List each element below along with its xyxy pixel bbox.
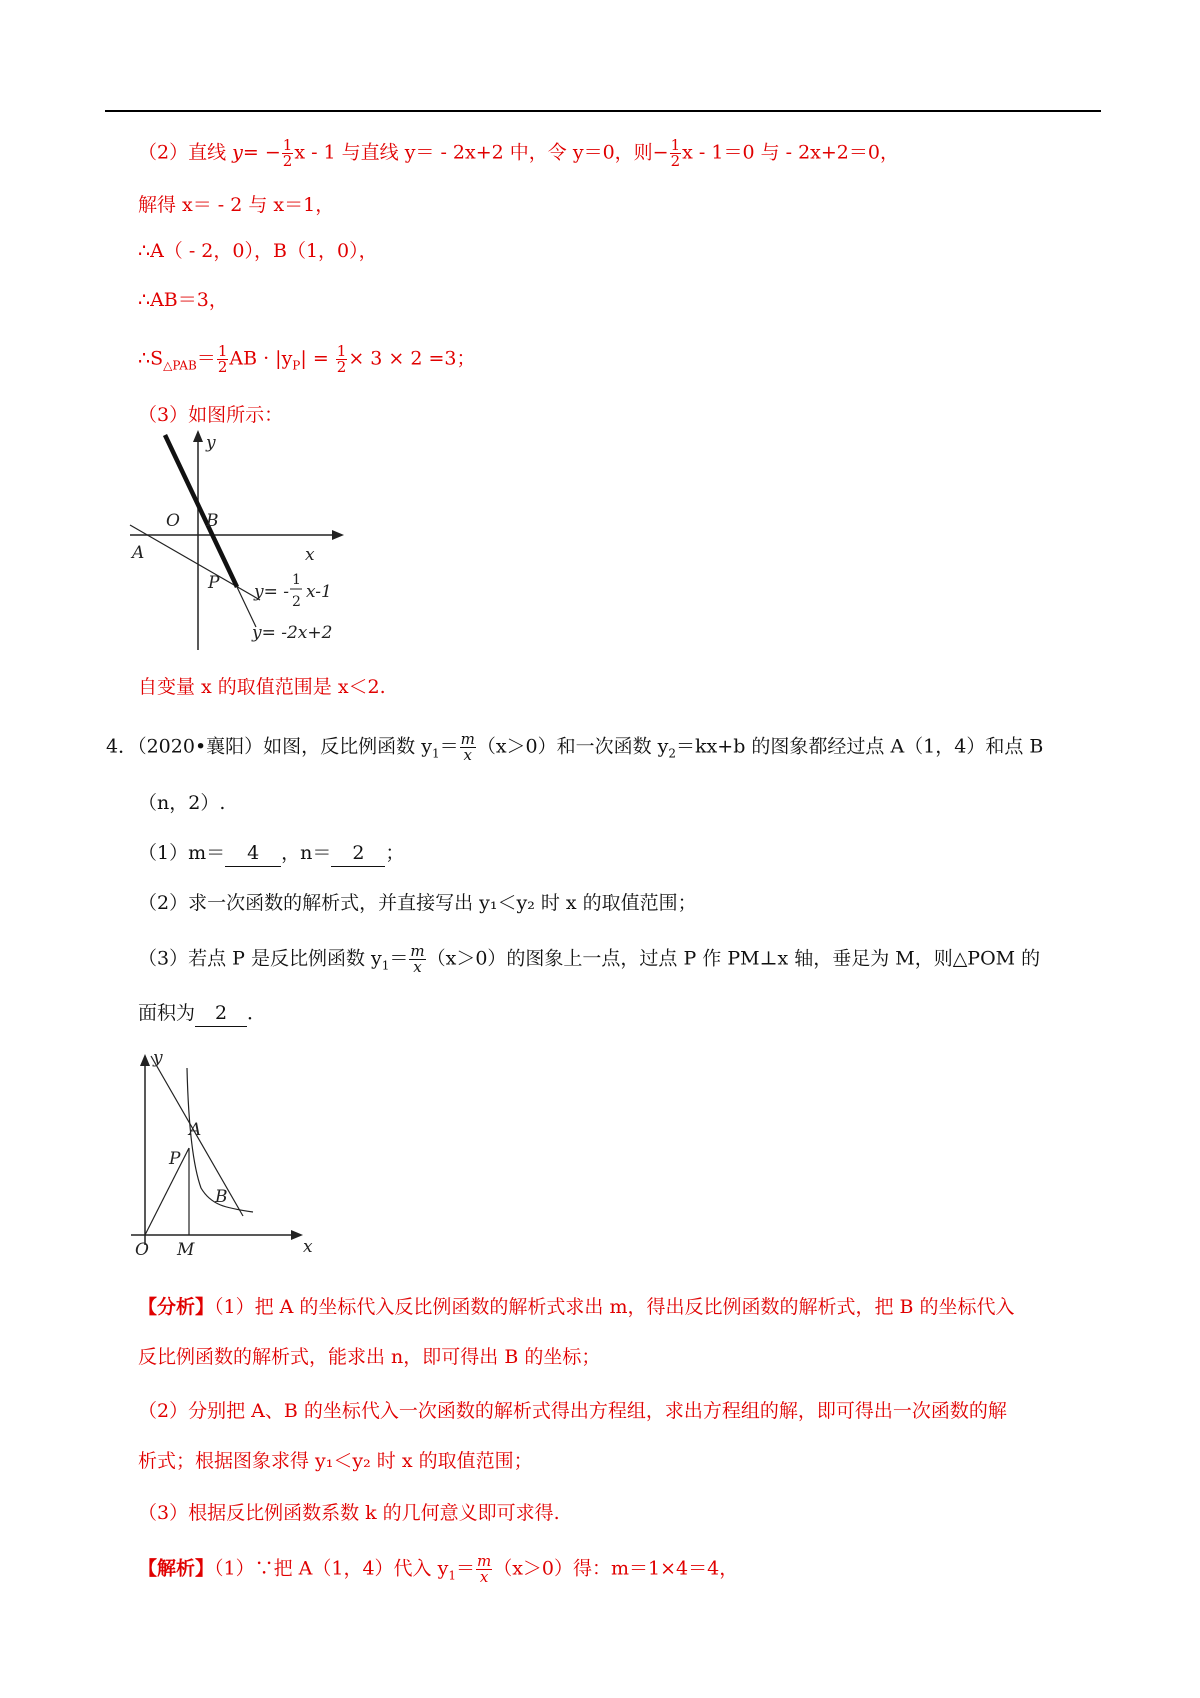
- q4-line-1: 4．（2020•襄阳）如图，反比例函数 $y_1=$ $\frac{m}{x}$ （x＞0）和一次函数 $y_2=kx+b$ 的图象都经过点 A（1，4）和点 B: [106, 730, 1044, 764]
- fig1-label-y: y: [206, 433, 216, 453]
- fig1-line-1: [130, 525, 260, 600]
- solution-line-1: 【解析】（1）∵把 A（1，4）代入 $y_1=$ $\frac{m}{x}$ （x＞0）得：m＝1×4＝4，: [138, 1552, 739, 1586]
- q4-blank-area: 2: [195, 1000, 247, 1027]
- figure-1: [120, 430, 400, 660]
- q4-line-4: （2）求一次函数的解析式，并直接写出 y₁＜y₂ 时 x 的取值范围；: [138, 892, 697, 914]
- fig2-label-x: x: [303, 1237, 313, 1257]
- fig1-eq1-den: 2: [292, 594, 301, 610]
- q4-line-3: （1）m＝ 4 ，n＝ 2 ；: [138, 840, 404, 867]
- fig2-x-arrow-icon: [291, 1230, 303, 1240]
- fig2-y-arrow-icon: [140, 1054, 150, 1066]
- p3-line-1: （2）直线 y= − $\frac{1}{2}$ x - 1 与直线 y＝ - 2x+2 中，令 y＝0，则− $\frac{1}{2}$ x - 1＝0 与 - 2x+2＝0，: [138, 136, 899, 170]
- fig2-label-p: P: [169, 1149, 181, 1169]
- fig2-op: [145, 1148, 189, 1235]
- fig1-eq1-b: x-1: [306, 582, 332, 602]
- analysis-line-1: 【分析】（1）把 A 的坐标代入反比例函数的解析式求出 m，得出反比例函数的解析式，把 B 的坐标代入: [138, 1296, 1015, 1318]
- q4-blank-m: 4: [225, 840, 281, 867]
- fig1-label-p: P: [208, 573, 220, 593]
- fig1-x-arrow-icon: [332, 530, 344, 540]
- fig1-eq1-num: 1: [292, 572, 301, 588]
- fig1-y-arrow-icon: [193, 430, 203, 442]
- q4-line-5: （3）若点 P 是反比例函数 $y_1=$ $\frac{m}{x}$ （x＞0）的图象上一点，过点 P 作 PM⊥x 轴，垂足为 M，则△POM 的: [138, 942, 1041, 976]
- header-rule: [105, 110, 1101, 112]
- fig1-eq1-a: y= -: [254, 582, 289, 602]
- p3-line-4: ∴AB＝3，: [138, 289, 228, 311]
- fig2-label-b: B: [215, 1187, 228, 1207]
- p3-line-5: $\therefore S_{\triangle PAB}=$ $\frac{1}{2}$ AB · $|y_P|$ = $\frac{1}{2}$ × 3 × 2 =3；: [138, 342, 476, 376]
- analysis-line-3: （2）分别把 A、B 的坐标代入一次函数的解析式得出方程组，求出方程组的解，即可得出一次函数的解: [138, 1400, 1007, 1422]
- fig2-label-a: A: [189, 1120, 202, 1140]
- fig1-label-a: A: [132, 543, 145, 563]
- fig2-label-m: M: [177, 1240, 195, 1260]
- fig2-label-y: y: [153, 1048, 163, 1068]
- analysis-line-5: （3）根据反比例函数系数 k 的几何意义即可求得.: [138, 1502, 560, 1524]
- q4-line-6: 面积为 2 ．: [138, 1000, 266, 1027]
- fig1-label-b: B: [206, 511, 219, 531]
- p3-line-6: （3）如图所示：: [138, 404, 284, 426]
- q4-line-2: （n，2）.: [138, 792, 226, 814]
- p3-line-3: ∴A（ - 2，0），B（1，0），: [138, 240, 378, 262]
- p3-line-2: 解得 x＝ - 2 与 x＝1，: [138, 194, 335, 216]
- figure-2: [125, 1040, 325, 1265]
- fig1-label-x: x: [305, 545, 315, 565]
- p3-answer: 自变量 x 的取值范围是 x＜2.: [138, 676, 386, 698]
- fig1-label-o: O: [166, 511, 180, 531]
- fig1-eq2: y= -2x+2: [252, 623, 333, 643]
- analysis-line-2: 反比例函数的解析式，能求出 n，即可得出 B 的坐标；: [138, 1346, 601, 1368]
- fig2-label-o: O: [135, 1240, 149, 1260]
- q4-blank-n: 2: [331, 840, 385, 867]
- analysis-line-4: 析式；根据图象求得 y₁＜y₂ 时 x 的取值范围；: [138, 1450, 533, 1472]
